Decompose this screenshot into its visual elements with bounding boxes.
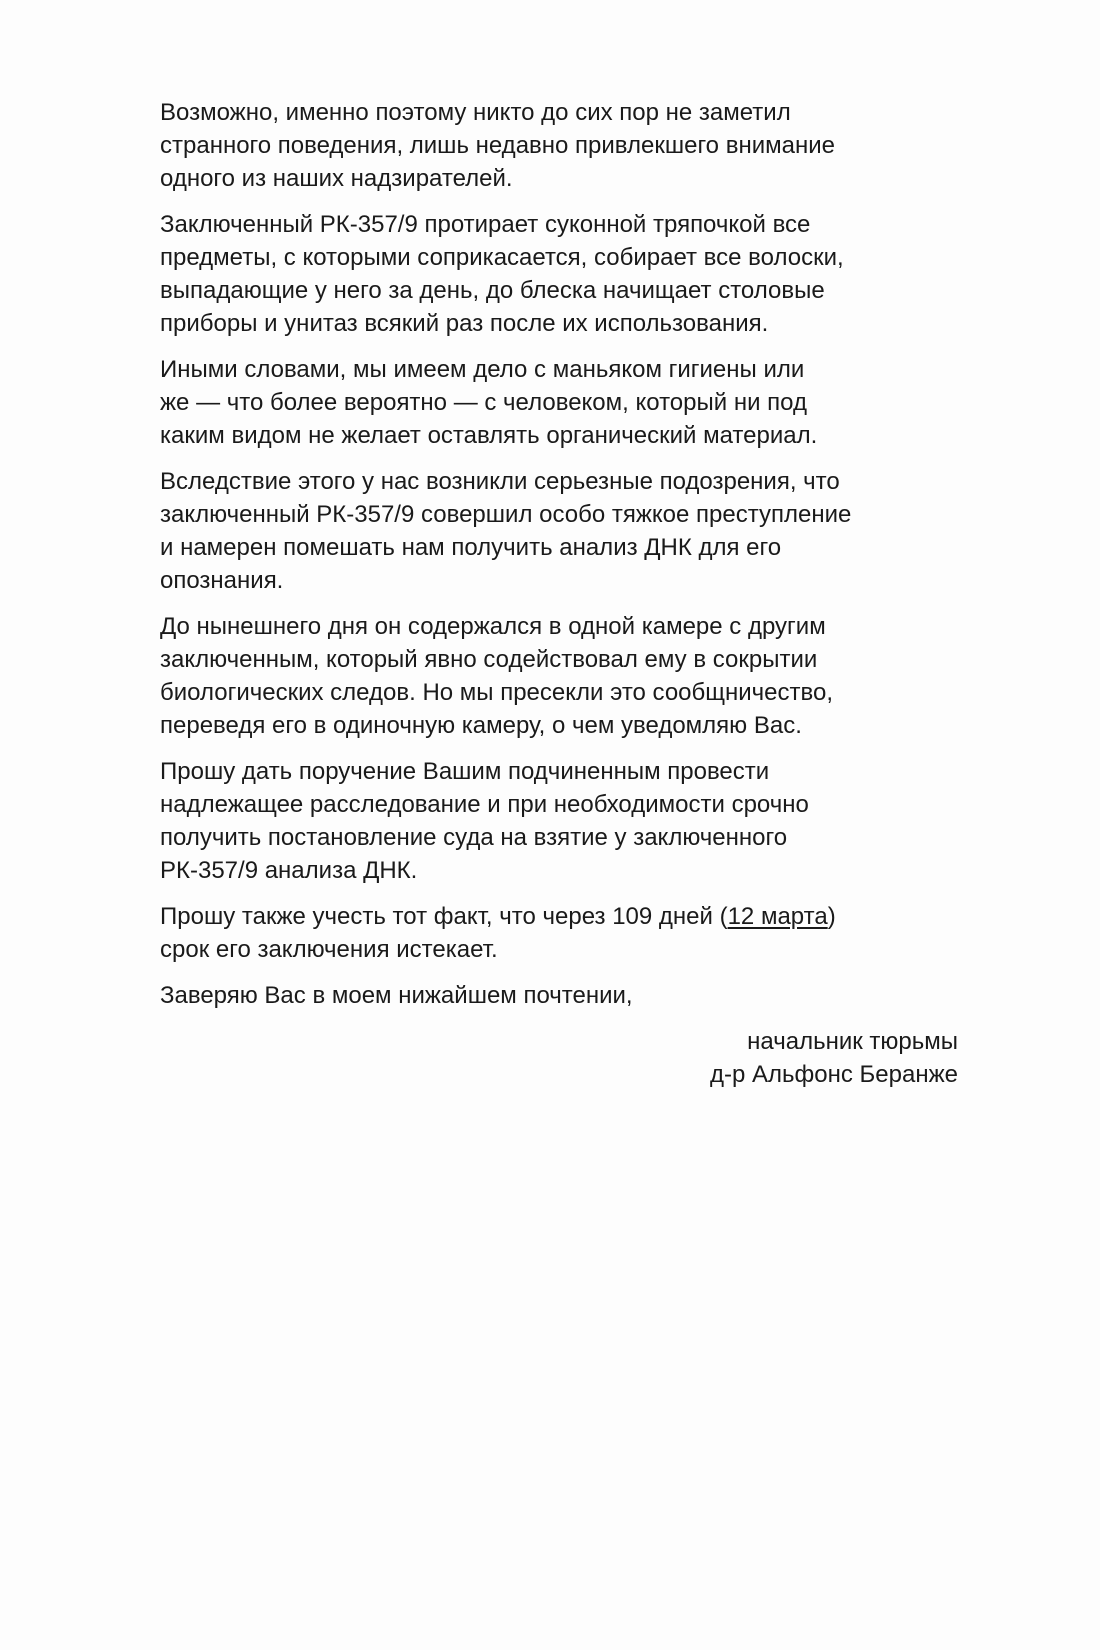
text-segment: получить постановление суда на взятие у заключенного	[160, 824, 788, 851]
text-segment: странного поведения, лишь недавно привлекшего внимание	[160, 132, 835, 159]
letter-line	[160, 274, 958, 307]
letter-line	[160, 933, 958, 966]
text-segment: и намерен помешать нам получить анализ ДНК для его	[160, 534, 782, 561]
letter-line	[160, 307, 958, 340]
text-segment: )	[827, 903, 836, 930]
text-segment: каким видом не желает оставлять органический материал.	[160, 422, 818, 449]
letter-body	[160, 96, 958, 1012]
text-segment: опознания.	[160, 567, 284, 594]
letter-line	[160, 821, 958, 854]
letter-line	[160, 241, 958, 274]
text-segment: же — что более вероятно — с человеком, который ни под	[160, 389, 807, 416]
letter-paragraph	[160, 465, 958, 597]
text-segment: переведя его в одиночную камеру, о чем уведомляю Вас.	[160, 712, 802, 739]
text-segment: одного из наших надзирателей.	[160, 165, 513, 192]
letter-paragraph	[160, 979, 958, 1012]
letter-line	[160, 643, 958, 676]
letter-line	[160, 208, 958, 241]
letter-line	[160, 531, 958, 564]
letter-paragraph	[160, 610, 958, 742]
text-segment: приборы и унитаз всякий раз после их использования.	[160, 310, 769, 337]
text-segment: До нынешнего дня он содержался в одной камере с другим	[160, 613, 826, 640]
signature-line: д-р Альфонс Беранже	[710, 1061, 958, 1088]
letter-line	[160, 610, 958, 643]
letter-paragraph	[160, 96, 958, 195]
text-segment: предметы, с которыми соприкасается, собирает все волоски,	[160, 244, 844, 271]
text-segment: Вследствие этого у нас возникли серьезные подозрения, что	[160, 468, 840, 495]
letter-line	[160, 162, 958, 195]
letter-paragraph	[160, 353, 958, 452]
text-segment: РК-357/9 анализа ДНК.	[160, 857, 418, 884]
letter-line	[160, 676, 958, 709]
underlined-date: 12 марта	[727, 903, 828, 930]
letter-line	[160, 419, 958, 452]
letter-line	[160, 755, 958, 788]
letter-paragraph	[160, 755, 958, 887]
signature-line: начальник тюрьмы	[747, 1028, 958, 1055]
letter-line	[160, 353, 958, 386]
letter-line	[160, 788, 958, 821]
text-segment: заключенным, который явно содействовал ему в сокрытии	[160, 646, 818, 673]
letter-line	[160, 96, 958, 129]
text-segment: заключенный РК-357/9 совершил особо тяжкое преступление	[160, 501, 852, 528]
letter-line	[160, 564, 958, 597]
signature-block	[160, 1025, 958, 1091]
text-segment: Возможно, именно поэтому никто до сих пор не заметил	[160, 99, 791, 126]
letter-paragraph	[160, 208, 958, 340]
letter-line	[160, 465, 958, 498]
text-segment: Заверяю Вас в моем нижайшем почтении,	[160, 982, 633, 1009]
letter-line	[160, 979, 958, 1012]
letter-line	[160, 386, 958, 419]
text-segment: Заключенный РК-357/9 протирает суконной тряпочкой все	[160, 211, 811, 238]
letter-line	[160, 900, 958, 933]
text-segment: Иными словами, мы имеем дело с маньяком гигиены или	[160, 356, 805, 383]
letter-paragraph	[160, 900, 958, 966]
letter-line	[160, 129, 958, 162]
text-segment: биологических следов. Но мы пресекли это сообщничество,	[160, 679, 834, 706]
letter-line	[160, 709, 958, 742]
letter-line	[160, 854, 958, 887]
text-segment: Прошу также учесть тот факт, что через 109 дней (	[160, 903, 728, 930]
text-segment: выпадающие у него за день, до блеска начищает столовые	[160, 277, 825, 304]
text-segment: срок его заключения истекает.	[160, 936, 498, 963]
text-segment: надлежащее расследование и при необходимости срочно	[160, 791, 809, 818]
letter-line	[160, 498, 958, 531]
text-segment: Прошу дать поручение Вашим подчиненным провести	[160, 758, 770, 785]
